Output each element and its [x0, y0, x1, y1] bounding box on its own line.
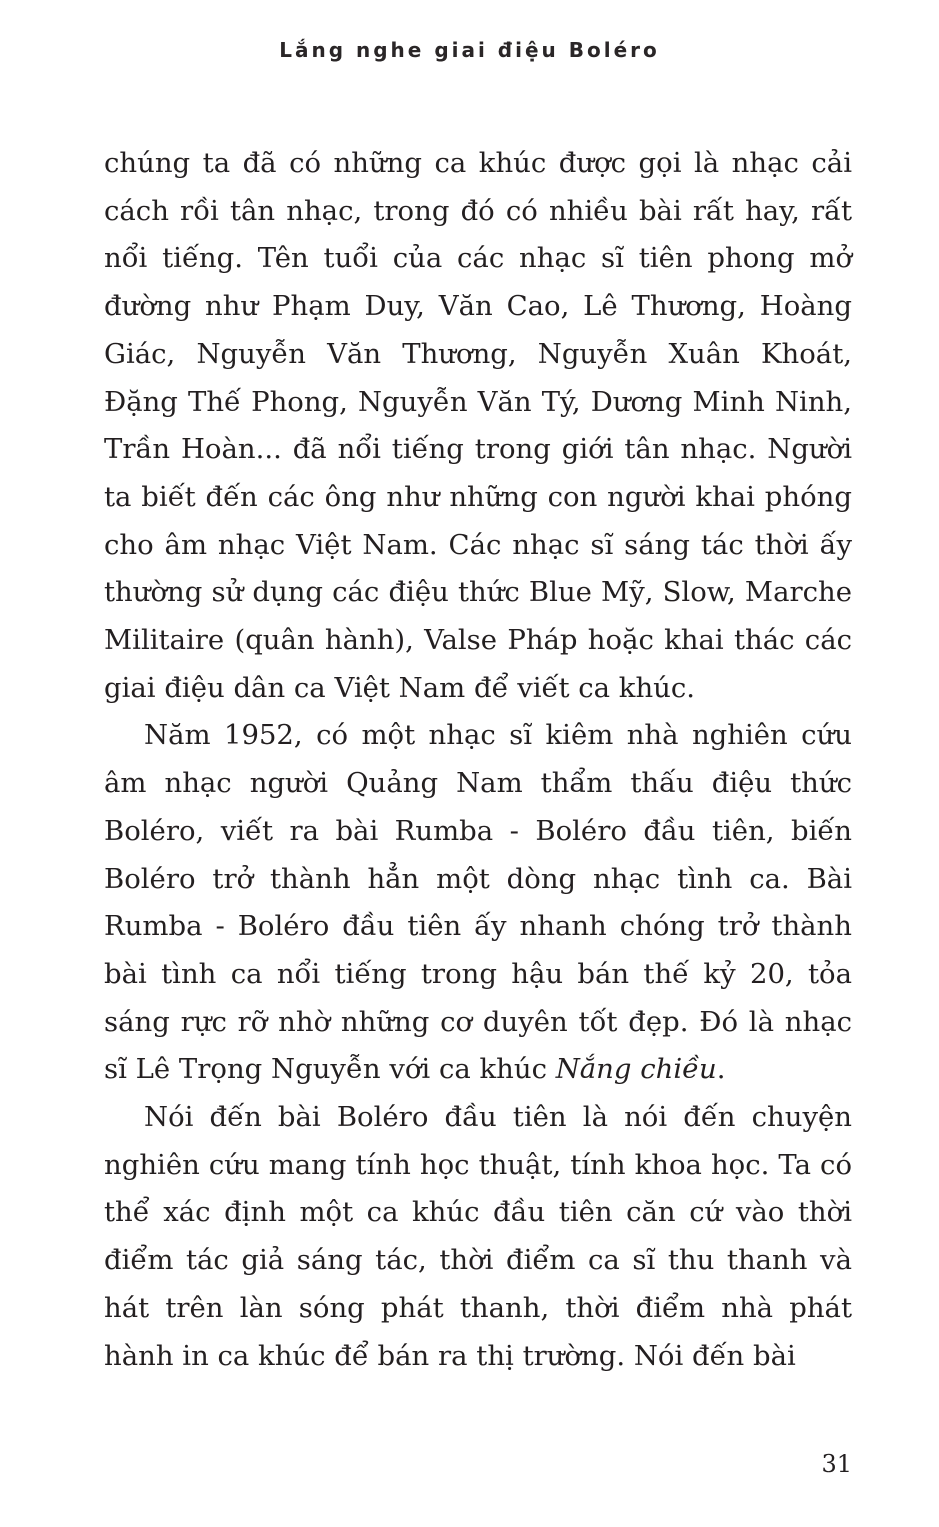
song-title: Nắng chiều [555, 1053, 717, 1086]
paragraph-2-text: Năm 1952, có một nhạc sĩ kiêm nhà nghiên cứu âm nhạc người Quảng Nam thẩm thấu điệu thức Boléro, viết ra bài Rumba - Boléro đầu tiên, biến Boléro trở thành hẳn một dòng nhạc tình ca. Bài Rumba - Boléro đầu tiên ấy nhanh chóng trở thành bài tình ca nổi tiếng trong hậu bán thế kỷ 20, tỏa sáng rực rỡ nhờ những cơ duyên tốt đẹp. Đó là nhạc sĩ Lê Trọng Nguyễn với ca khúc [104, 719, 852, 1086]
paragraph-2-end: . [716, 1053, 726, 1086]
running-header: Lắng nghe giai điệu Boléro [279, 38, 660, 62]
paragraph-2 [104, 712, 852, 1094]
page-number: 31 [821, 1450, 852, 1478]
body-text [104, 140, 852, 1380]
paragraph-3: Nói đến bài Boléro đầu tiên là nói đến chuyện nghiên cứu mang tính học thuật, tính khoa học. Ta có thể xác định một ca khúc đầu tiên căn cứ vào thời điểm tác giả sáng tác, thời điểm ca sĩ thu thanh và hát trên làn sóng phát thanh, thời điểm nhà phát hành in ca khúc để bán ra thị trường. Nói đến bài [104, 1101, 852, 1372]
paragraph-1: chúng ta đã có những ca khúc được gọi là nhạc cải cách rồi tân nhạc, trong đó có nhiều bài rất hay, rất nổi tiếng. Tên tuổi của các nhạc sĩ tiên phong mở đường như Phạm Duy, Văn Cao, Lê Thương, Hoàng Giác, Nguyễn Văn Thương, Nguyễn Xuân Khoát, Đặng Thế Phong, Nguyễn Văn Tý, Dương Minh Ninh, Trần Hoàn... đã nổi tiếng trong giới tân nhạc. Người ta biết đến các ông như những con người khai phóng cho âm nhạc Việt Nam. Các nhạc sĩ sáng tác thời ấy thường sử dụng các điệu thức Blue Mỹ, Slow, Marche Militaire (quân hành), Valse Pháp hoặc khai thác các giai điệu dân ca Việt Nam để viết ca khúc. [104, 147, 852, 704]
